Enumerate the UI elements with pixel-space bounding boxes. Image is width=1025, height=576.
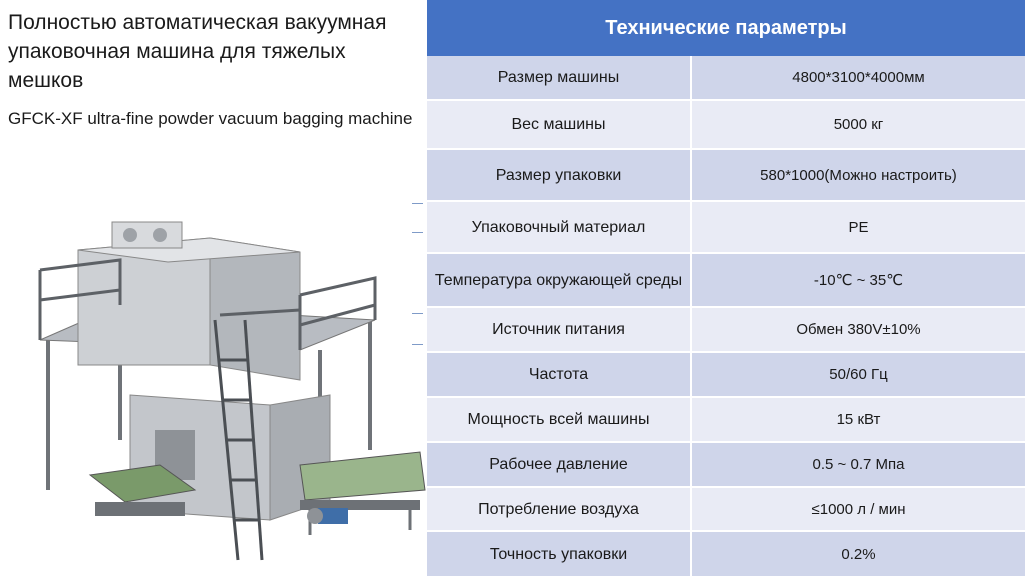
param-value: ≤1000 л / мин: [692, 488, 1025, 530]
table-row: [427, 254, 1025, 308]
param-value: -10℃ ~ 35℃: [692, 254, 1025, 306]
param-name: Рабочее давление: [427, 443, 692, 486]
table-row: [427, 353, 1025, 398]
param-value: 4800*3100*4000мм: [692, 56, 1025, 99]
param-name: Температура окружающей среды: [427, 254, 692, 306]
param-value: PE: [692, 202, 1025, 252]
title-russian: Полностью автоматическая вакуумная упаковочная машина для тяжелых мешков: [8, 11, 387, 92]
table-row: [427, 202, 1025, 254]
table-row: [427, 488, 1025, 532]
table-row: [427, 443, 1025, 488]
param-name: Размер машины: [427, 56, 692, 99]
param-value: 5000 кг: [692, 101, 1025, 148]
param-name: Размер упаковки: [427, 150, 692, 200]
table-row: [427, 150, 1025, 202]
table-header: Технические параметры: [427, 0, 1025, 56]
param-value: Обмен 380V±10%: [692, 308, 1025, 351]
param-name: Вес машины: [427, 101, 692, 148]
machine-illustration: [0, 190, 427, 576]
spec-table: [427, 0, 1025, 576]
left-pane: [0, 0, 427, 576]
param-value: 580*1000(Можно настроить): [692, 150, 1025, 200]
param-value: 15 кВт: [692, 398, 1025, 441]
table-row: [427, 56, 1025, 101]
param-name: Упаковочный материал: [427, 202, 692, 252]
param-value: 0.5 ~ 0.7 Мпа: [692, 443, 1025, 486]
param-name: Потребление воздуха: [427, 488, 692, 530]
param-value: 50/60 Гц: [692, 353, 1025, 396]
title-english: GFCK-XF ultra-fine powder vacuum bagging machine: [8, 109, 413, 128]
param-value: 0.2%: [692, 532, 1025, 576]
table-row: [427, 101, 1025, 150]
param-name: Точность упаковки: [427, 532, 692, 576]
table-row: [427, 308, 1025, 353]
table-row: [427, 398, 1025, 443]
param-name: Мощность всей машины: [427, 398, 692, 441]
param-name: Частота: [427, 353, 692, 396]
table-row: [427, 532, 1025, 576]
param-name: Источник питания: [427, 308, 692, 351]
